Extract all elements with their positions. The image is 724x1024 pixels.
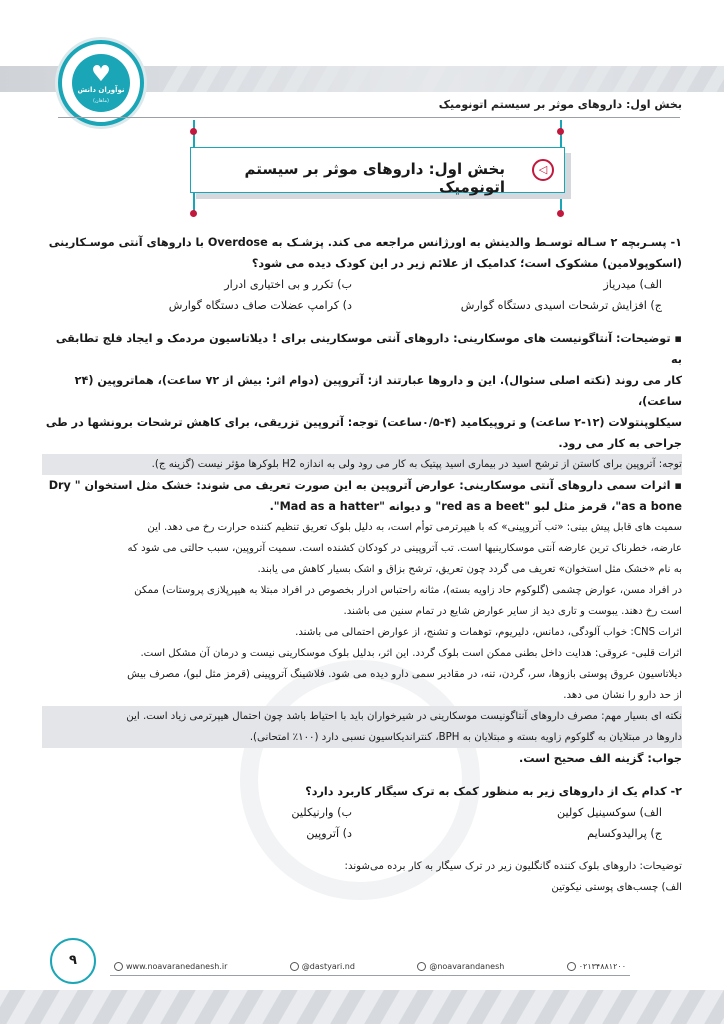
body-line: دیلاتاسیون عروق پوستی بازوها، سر، گردن، تنه، در مقادیر سمی دارو دیده می شود. فلاشینگ آتروپینی (قرمز مثل لبو)، مصرف بیش (127, 669, 682, 680)
logo-name: نوآوران دانش (77, 86, 125, 94)
telegram-icon (290, 962, 299, 971)
question-1-line1: ۱- پسـربچه ۲ سـاله توسـط والدینش به اورژانس مراجعه می کند. پزشـک به Overdose با داروهای آنتی موسـکارینی (48, 236, 682, 249)
explanation-2-line: توضیحات: داروهای بلوک کننده گانگلیون زیر در ترک سیگار به کار برده می‌شوند: (344, 861, 682, 872)
body-line: سمیت های قابل پیش بینی: «تب آتروپینی» که با هیپرترمی توأم است، به دلیل بلوک تعریق تنظیم کننده حرارت رخ می دهد. این (147, 522, 682, 533)
option-b: ب) وارنیکلین (291, 806, 352, 819)
body-line: اثرات CNS: خواب آلودگی، دمانس، دلیریوم، توهمات و تشنج، از عوارض احتمالی می باشند. (295, 627, 682, 638)
play-icon: ◁ (532, 159, 554, 181)
answer-line: جواب: گزینه الف صحیح است. (518, 752, 682, 765)
website-text: www.noavaranedanesh.ir (126, 962, 228, 971)
explanation-line: ▪ توضیحات: آنتاگونیست های موسکارینی: داروهای آنتی موسکارینی برای ! دیلاتاسیون مردمک و ایجاد فلج تطابقی به (55, 332, 682, 366)
page-number: ۹ (50, 938, 96, 984)
pin-dot (557, 210, 564, 217)
question-2-options (42, 802, 682, 844)
page-title: بخش اول: داروهای موثر بر سیستم اتونومیک (244, 160, 505, 196)
body-line: از حد دارو را نشان می دهد. (563, 690, 682, 701)
footer-website[interactable] (114, 958, 227, 975)
instagram-icon (417, 962, 426, 971)
option-d: د) آتروپین (306, 827, 352, 840)
explanation-line: کار می روند (نکته اصلی سئوال). این و داروها عبارتند از: آتروپین (دوام اثر: بیش از ۷۲ ساعت)، هماتروپین (۲۴ ساعت)، (74, 374, 682, 408)
explanation-line: سیکلوپنتولات (۱۲-۲ ساعت) و تروپیکامید (۴-۰/۵ساعت) توجه: آتروپین تزریقی، برای کاهش ترشحات برونشها در طی (45, 416, 682, 429)
body-line: است رخ دهند. یبوست و تاری دید از سایر عوارض شایع در تمام سنین می باشند. (343, 606, 682, 617)
option-b: ب) تکرر و بی اختیاری ادرار (224, 278, 352, 291)
footer-stripes (0, 990, 724, 1024)
option-c: ج) پرالیدوکسایم (587, 827, 662, 840)
toxicity-heading: ▪ اثرات سمی داروهای آنتی موسکارینی: عوارض آتروپین به این صورت تعریف می شوند: خشک مثل استخوان " Dry (48, 479, 682, 492)
heart-icon: ♥ (91, 62, 111, 87)
option-a: الف) سوکسینیل کولین (556, 806, 662, 819)
footer-telegram[interactable] (290, 958, 355, 975)
question-1-line2: (اسکوپولامین) مشکوک است؛ کدامیک از علائم زیر در این کودک دیده می شود؟ (251, 257, 682, 270)
phone-text: ۰۲۱۳۴۸۸۱۲۰۰ (578, 962, 626, 971)
telegram-text: @dastyari.nd (301, 962, 355, 971)
divider (58, 117, 680, 118)
explanation-line: جراحی به کار می رود. (558, 437, 682, 450)
publisher-logo (58, 40, 144, 126)
body-line: به نام «خشک مثل استخوان» تعریف می گردد چون تعریق، ترشح بزاق و اشک بسیار کاهش می یابند. (257, 564, 682, 575)
option-d: د) کرامپ عضلات صاف دستگاه گوارش (168, 299, 352, 312)
footer-instagram[interactable] (417, 958, 504, 975)
explanation-2-line: الف) چسب‌های پوستی نیکوتین (551, 882, 682, 893)
pin-dot (557, 128, 564, 135)
important-note: داروها در مبتلایان به گلوکوم زاویه بسته و مبتلایان به BPH، کنتراندیکاسیون نسبی دارد (۱۰۰٪ امتحانی). (42, 727, 682, 748)
pin-dot (190, 210, 197, 217)
body-line: در افراد مسن، عوارض چشمی (گلوکوم حاد زاویه بسته)، مثانه راحتباس ادرار بخصوص در افراد مبتلا به هیپرپلازی پروستات) ممکن (134, 585, 682, 596)
section-label: بخش اول: داروهای موثر بر سیستم اتونومیک (438, 98, 682, 111)
phone-icon (567, 962, 576, 971)
logo-sub: (ماهان) (93, 98, 109, 104)
option-c: ج) افزایش ترشحات اسیدی دستگاه گوارش (460, 299, 662, 312)
globe-icon (114, 962, 123, 971)
footer-contacts (110, 958, 630, 976)
instagram-text: @noavarandanesh (429, 962, 505, 971)
question-1-options (42, 274, 682, 316)
note-line: توجه: آتروپین برای کاستن از ترشح اسید در بیماری اسید پپتیک به کار می رود ولی به اندازه H2 بلوکرها مؤثر نیست (گزینه ج). (42, 454, 682, 475)
main-content (42, 232, 682, 898)
option-a: الف) میدریاز (603, 278, 662, 291)
footer-phone[interactable] (567, 958, 626, 975)
body-line: عارضه، خطرناک ترین عارضه آنتی موسکارینیها است. تب آتروپینی در کودکان کشنده است. سمیت آتروپین، سبب حالتی می شود که (127, 543, 682, 554)
body-line: اثرات قلبی- عروقی: هدایت داخل بطنی ممکن است بلوک گردد. این اثر، بدلیل بلوک موسکارینی نیست و درمان آن مشکل است. (140, 648, 682, 659)
question-2-line1: ۲- کدام یک از داروهای زیر به منظور کمک به ترک سیگار کاربرد دارد؟ (305, 785, 682, 798)
pin-dot (190, 128, 197, 135)
toxicity-heading-2: as a bone"، قرمز مثل لبو "red as a beet" و دیوانه "Mad as a hatter". (269, 500, 682, 513)
important-note: نکته ای بسیار مهم: مصرف داروهای آنتاگونیست موسکارینی در شیرخواران باید با احتیاط باشد چون احتمال هیپرترمی زیاد است. این (42, 706, 682, 727)
